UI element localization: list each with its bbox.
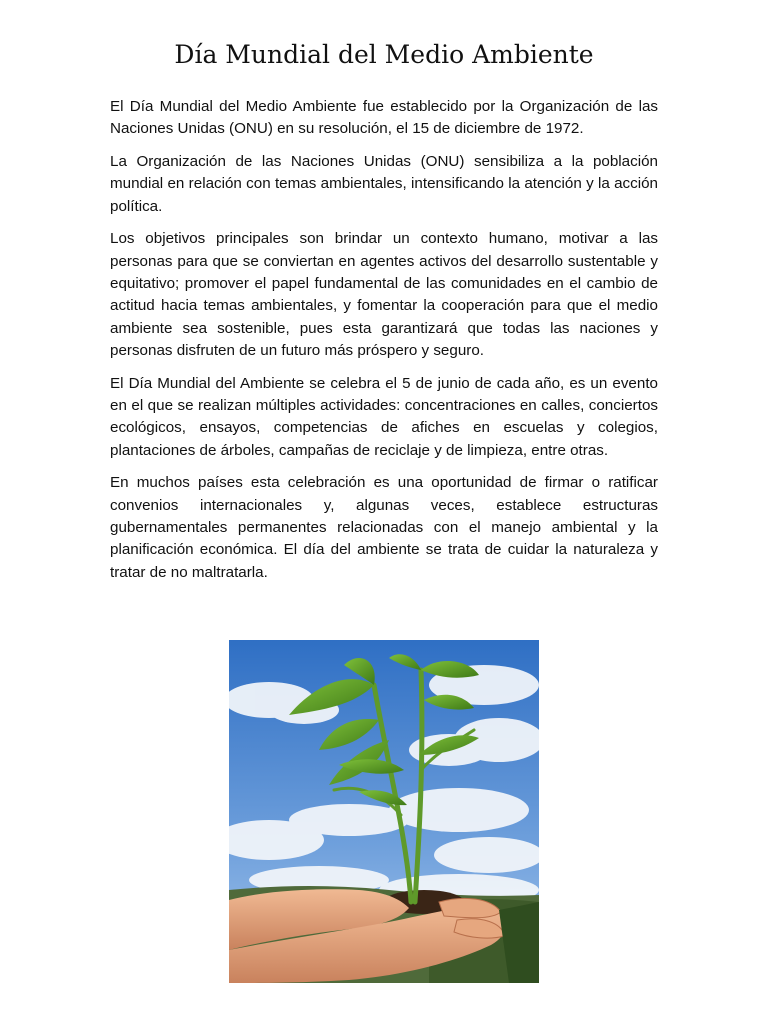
paragraph-international-agreements: En muchos países esta celebración es una oportunidad de firmar o ratificar convenios internacionales y, algunas veces, establece estructuras gubernamentales permanentes relacionadas con el manejo ambiental y la planificación económica. El día del ambiente se trata de cuidar la naturaleza y tratar de no maltratarla. <box>110 474 658 581</box>
paragraph-onu-awareness: La Organización de las Naciones Unidas (ONU) sensibiliza a la población mundial en relación con temas ambientales, intensificando la atención y la acción política. <box>110 153 658 215</box>
paragraph-celebration-date: El Día Mundial del Ambiente se celebra el 5 de junio de cada año, es un evento en el que se realizan múltiples actividades: concentraciones en calles, conciertos ecológicos, ensayos, competencias de afiches en escuelas y colegios, plantaciones de árboles, campañas de reciclaje y de limpieza, entre otras. <box>110 374 658 459</box>
seedling-in-hands-photo <box>229 640 539 983</box>
paragraph-onu-establishment: El Día Mundial del Medio Ambiente fue establecido por la Organización de las Naciones Unidas (ONU) en su resolución, el 15 de diciembre de 1972. <box>110 98 658 138</box>
document-body <box>110 96 658 594</box>
paragraph-objectives: Los objetivos principales son brindar un contexto humano, motivar a las personas para que se conviertan en agentes activos del desarrollo sustentable y equitativo; promover el papel fundamental de las comunidades en el cambio de actitud hacia temas ambientales, y fomentar la cooperación para que el medio ambiente sea sostenible, pues esta garantizará que todas las naciones y personas disfruten de un futuro más próspero y seguro. <box>110 230 658 359</box>
page-title: Día Mundial del Medio Ambiente <box>174 40 594 69</box>
